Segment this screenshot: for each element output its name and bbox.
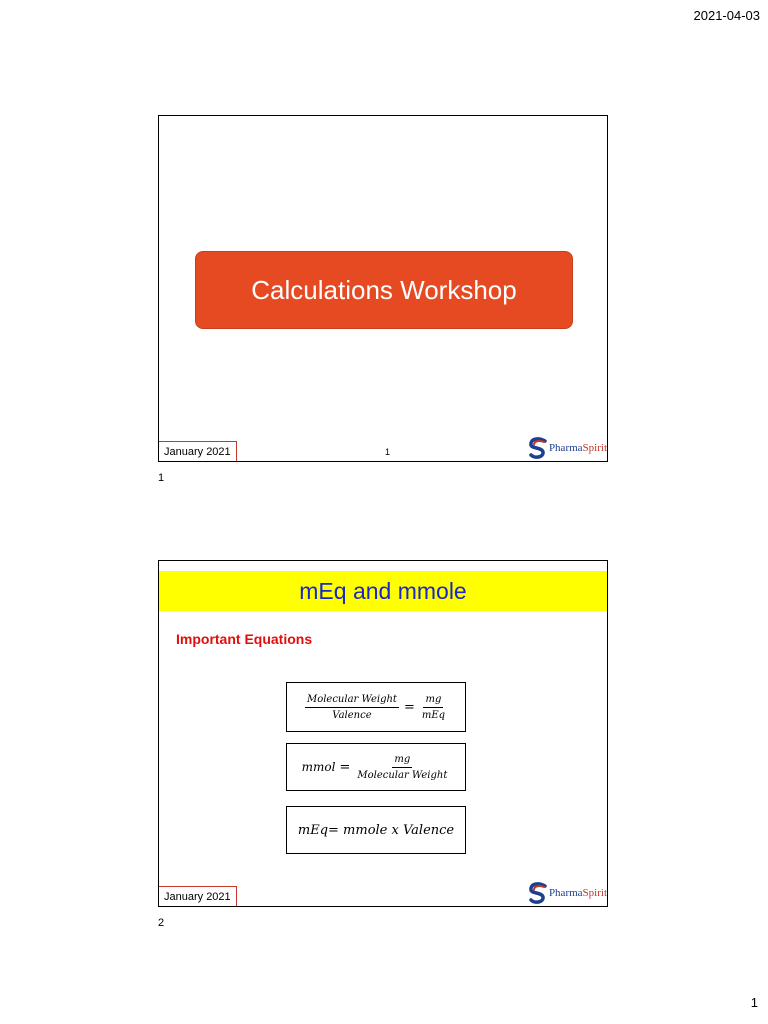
slide-label-1: 1 [158, 472, 165, 484]
logo-text: PharmaSpirit [548, 887, 607, 899]
logo-s-icon [528, 882, 548, 904]
slide-title: Calculations Workshop [251, 274, 517, 305]
equation-box-3 [286, 806, 466, 854]
slide-label-2: 2 [158, 917, 165, 929]
slide-title-banner [159, 571, 607, 611]
equation-box-2: mmol = $\frac{mg}{\text{Molecular Weight}}$ [286, 743, 466, 791]
slide-subheading: Important Equations [176, 631, 313, 647]
slide-1 [158, 115, 608, 462]
slide-title: mEq and mmole [299, 577, 467, 604]
logo-text: PharmaSpirit [548, 442, 607, 454]
fraction: $\frac{mg}{\text{mEq}}$ [421, 693, 446, 721]
logo-s-icon [528, 437, 548, 459]
slide-title-box [195, 251, 573, 329]
fraction: $\frac{mg}{\text{Molecular Weight}}$ [357, 753, 448, 781]
footer-date: January 2021 [159, 441, 237, 461]
fraction: $\frac{\text{Molecular Weight}}{\text{Valence}}$ [306, 693, 397, 721]
page-number: 1 [750, 995, 758, 1010]
pharmaspirit-logo [528, 882, 607, 904]
equation-text: mEq= mmole x Valence [297, 822, 455, 838]
footer-date: January 2021 [159, 886, 237, 906]
pharmaspirit-logo [528, 437, 607, 459]
slide-number: 1 [385, 447, 391, 457]
page-date: 2021-04-03 [693, 8, 760, 23]
slide-2 [158, 560, 608, 907]
equation-box-1: $\frac{\text{Molecular Weight}}{\text{Valence}}$ = $\frac{mg}{\text{mEq}}$ [286, 682, 466, 732]
